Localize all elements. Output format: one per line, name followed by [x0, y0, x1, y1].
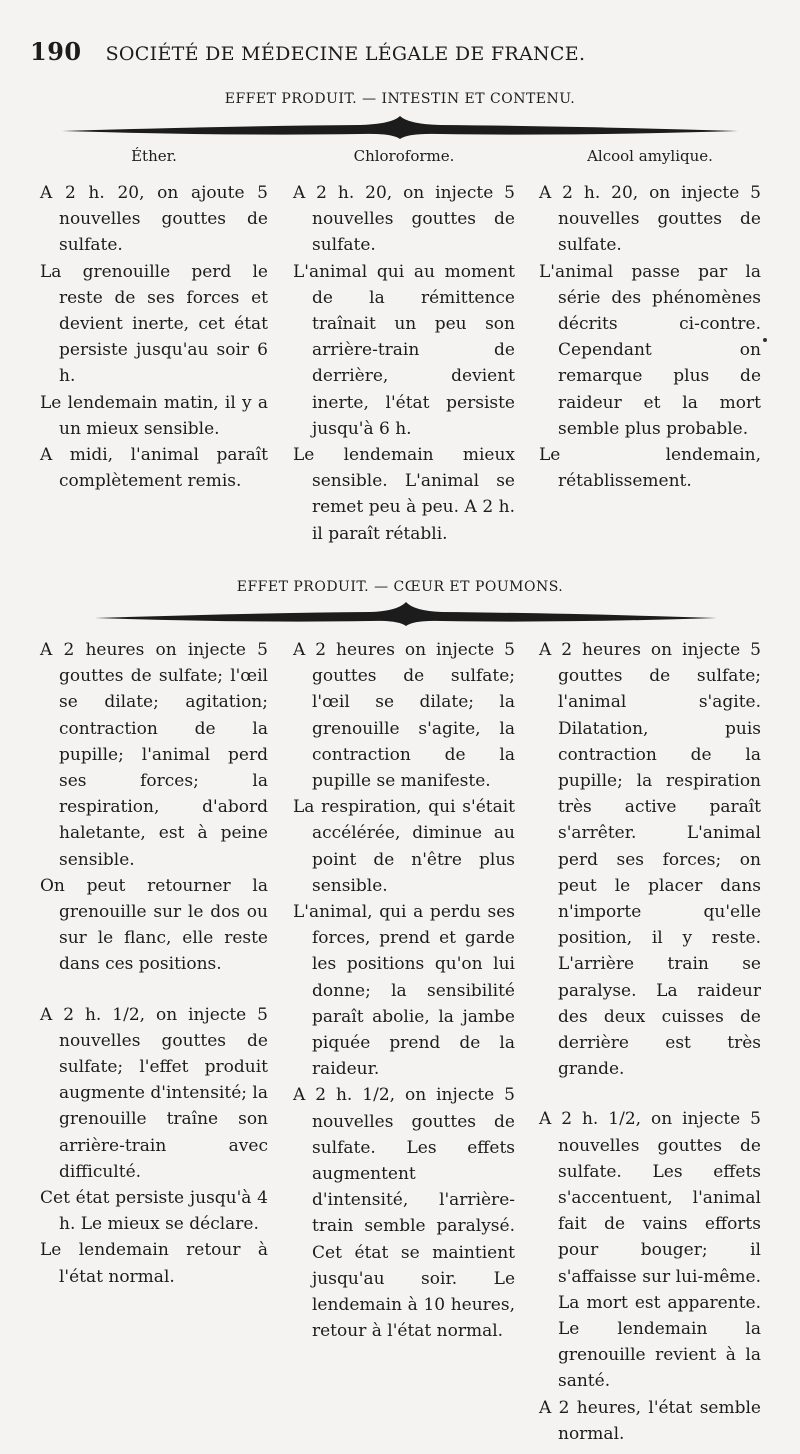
paragraph: A 2 heures on injecte 5 gouttes de sulfate; l'animal s'agite. Dilatation, puis contraction de la pupille; la respiration très active paraît s'arrêter. L'animal perd ses forces; on peut le placer dans n'importe qu'elle position, il y reste. L'arrière train se paralyse. La raideur des deux cuisses de derrière est très grande. [539, 640, 761, 1080]
paragraph: A 2 h. 20, on injecte 5 nouvelles gouttes de sulfate. [539, 183, 761, 256]
column-heading-amyl-alcohol: Alcool amylique. [587, 147, 713, 165]
column-heading-ether: Éther. [131, 147, 177, 165]
paragraph: La grenouille perd le reste de ses forces et devient inerte, cet état persiste jusqu'au soir 6 h. [40, 261, 268, 387]
section2-column-amyl-alcohol [539, 637, 761, 1447]
paragraph: Le lendemain, rétablissement. [539, 445, 761, 492]
journal-title: SOCIÉTÉ DE MÉDECINE LÉGALE DE FRANCE. [105, 43, 586, 65]
section1-column-ether [40, 180, 268, 494]
paragraph: A midi, l'animal paraît complètement remis. [40, 445, 268, 492]
section1-column-amyl-alcohol [539, 180, 761, 494]
section1-column-chloroform [293, 180, 515, 547]
paragraph: A 2 h. 1/2, on injecte 5 nouvelles gouttes de sulfate. Les effets augmentent d'intensité, l'arrière-train semble paralysé. Cet état se maintient jusqu'au soir. Le lendemain à 10 heures, retour à l'état normal. [293, 1085, 515, 1342]
section-title-heart-lungs: EFFET PRODUIT. — CŒUR ET POUMONS. [236, 579, 564, 595]
paragraph: L'animal, qui a perdu ses forces, prend et garde les positions qu'on lui donne; la sensibilité paraît abolie, la jambe piquée prend de la raideur. [293, 902, 515, 1080]
paragraph: A 2 h. 1/2, on injecte 5 nouvelles gouttes de sulfate. Les effets s'accentuent, l'animal fait de vains efforts pour bouger; il s'affaisse sur lui-même. La mort est apparente. Le lendemain la grenouille revient à la santé. [539, 1109, 761, 1392]
paragraph: L'animal passe par la série des phénomènes décrits ci-contre. Cependant on remarque plus de raideur et la mort semble plus probable. [539, 261, 761, 439]
paragraph: Le lendemain matin, il y a un mieux sensible. [40, 392, 268, 439]
paragraph: La respiration, qui s'était accélérée, diminue au point de n'être plus sensible. [293, 797, 515, 896]
ornamental-rule [0, 598, 800, 630]
paragraph: Le lendemain retour à l'état normal. [40, 1240, 268, 1287]
paragraph: A 2 heures on injecte 5 gouttes de sulfate; l'œil se dilate; la grenouille s'agite, la contraction de la pupille se manifeste. [293, 640, 515, 792]
section-title-intestine: EFFET PRODUIT. — INTESTIN ET CONTENU. [224, 91, 576, 107]
margin-mark [763, 338, 767, 342]
paragraph: A 2 heures on injecte 5 gouttes de sulfate; l'œil se dilate; agitation; contraction de la pupille; l'animal perd ses forces; la respiration, d'abord haletante, est à peine sensible. [40, 640, 268, 870]
section2-column-ether [40, 637, 268, 1290]
paragraph: L'animal qui au moment de la rémittence traînait un peu son arrière-train de derrière, devient inerte, l'état persiste jusqu'à 6 h. [293, 261, 515, 439]
paragraph: A 2 h. 20, on injecte 5 nouvelles gouttes de sulfate. [293, 183, 515, 256]
ornamental-rule [0, 112, 800, 144]
section2-column-chloroform [293, 637, 515, 1344]
paragraph: On peut retourner la grenouille sur le dos ou sur le flanc, elle reste dans ces positions. [40, 875, 268, 975]
column-heading-chloroform: Chloroforme. [353, 147, 455, 165]
paragraph: Le lendemain mieux sensible. L'animal se remet peu à peu. A 2 h. il paraît rétabli. [293, 445, 515, 544]
paragraph: A 2 h. 1/2, on injecte 5 nouvelles gouttes de sulfate; l'effet produit augmente d'intensité; la grenouille traîne son arrière-train avec difficulté. [40, 1004, 268, 1182]
paragraph: Cet état persiste jusqu'à 4 h. Le mieux se déclare. [40, 1188, 268, 1235]
paragraph: A 2 heures, l'état semble normal. [539, 1397, 761, 1444]
running-head [30, 37, 770, 66]
paragraph: A 2 h. 20, on ajoute 5 nouvelles gouttes de sulfate. [40, 183, 268, 256]
page-number: 190 [30, 37, 82, 66]
